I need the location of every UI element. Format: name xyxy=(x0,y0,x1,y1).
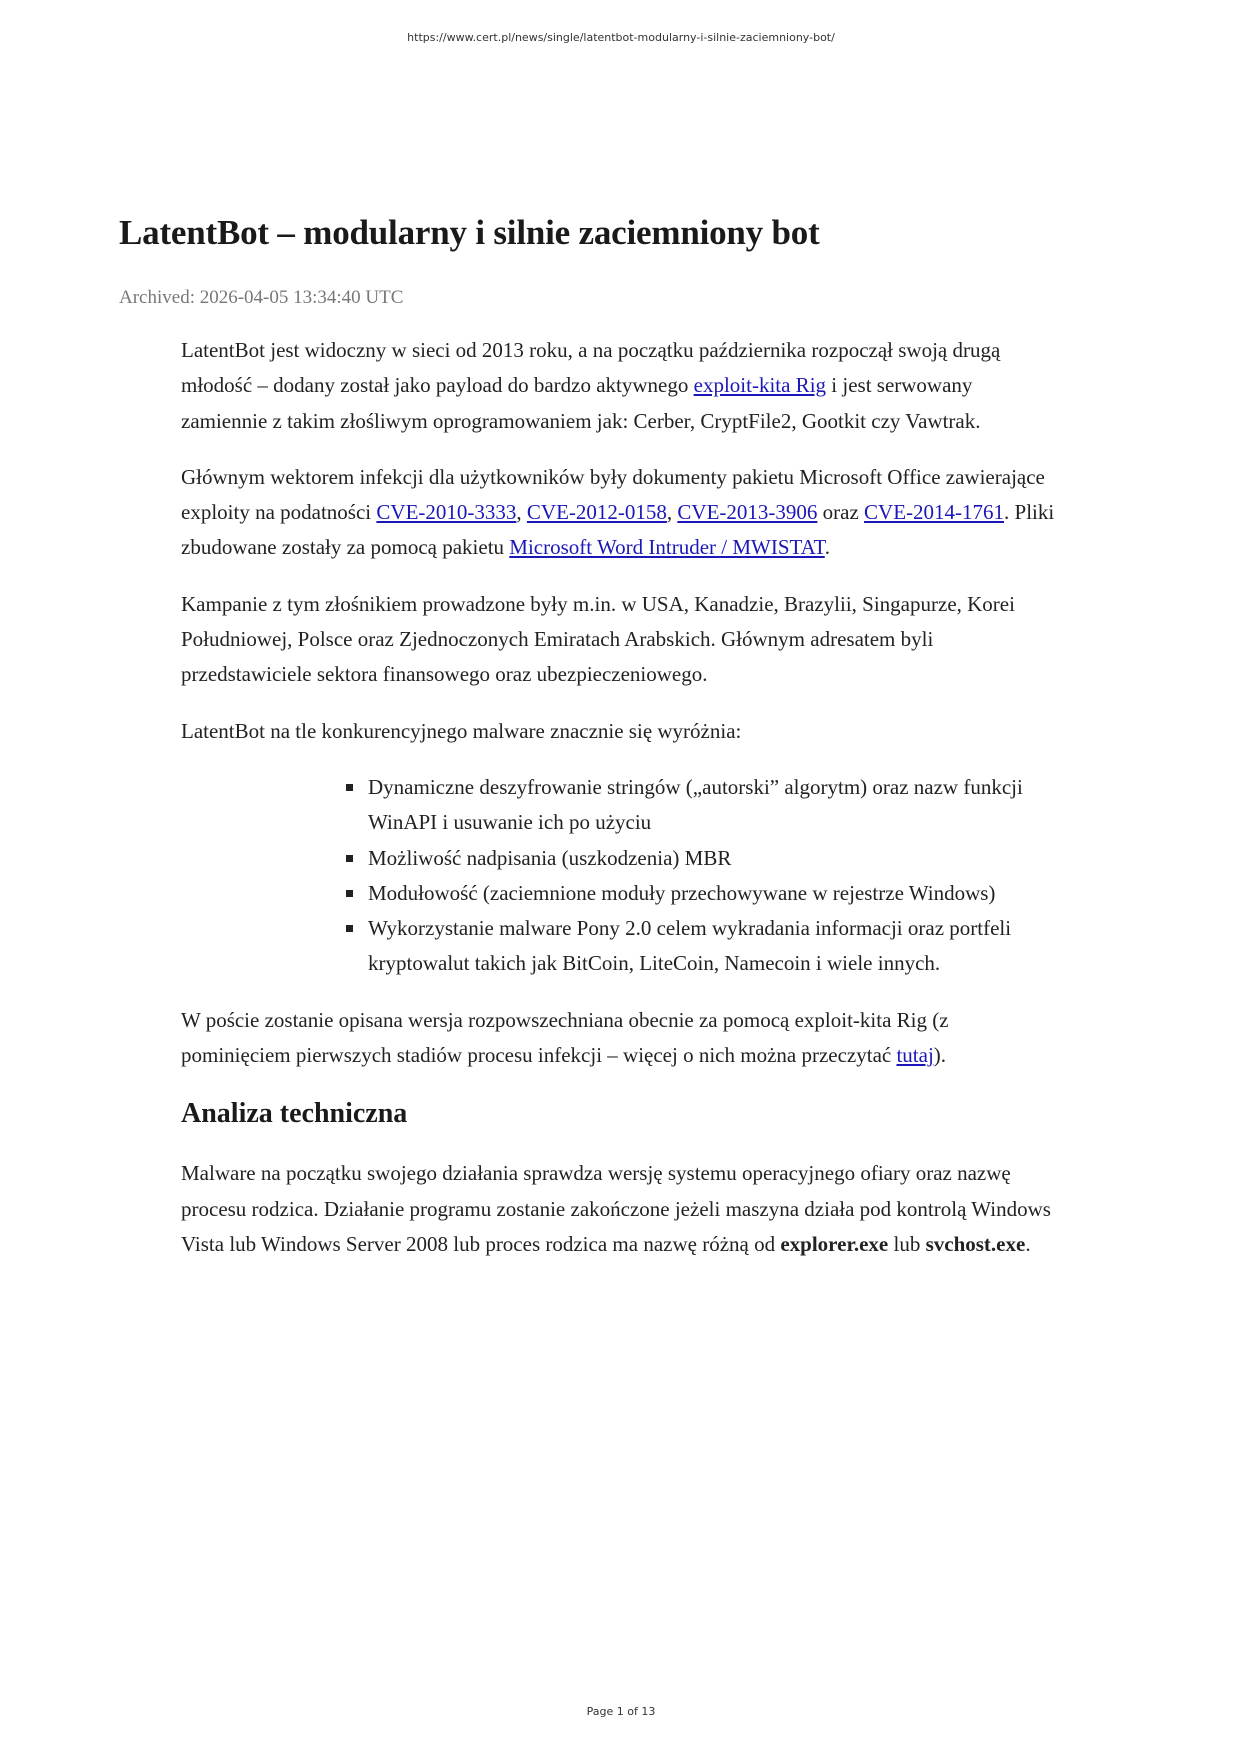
paragraph-infection-vector xyxy=(181,460,1061,566)
list-item xyxy=(368,876,1061,911)
bullet-square-icon xyxy=(346,784,353,791)
link-cve-2013-3906[interactable]: CVE-2013-3906 xyxy=(677,500,818,525)
article-body xyxy=(181,333,1061,1283)
paragraph-text: Malware na początku swojego działania sprawdza wersję systemu operacyjnego ofiary oraz nazwę procesu rodzica. Działanie programu zostanie zakończone jeżeli maszyna działa pod kontrolą Windows Vista lub Windows Server 2008 lub proces rodzica ma nazwę różną od xyxy=(181,1161,1051,1256)
bullet-square-icon xyxy=(346,925,353,932)
paragraph-text: . xyxy=(1025,1231,1031,1256)
article-title: LatentBot – modularny i silnie zaciemniony bot xyxy=(119,213,820,252)
list-item-text: Modułowość (zaciemnione moduły przechowywane w rejestrze Windows) xyxy=(368,880,996,905)
link-cve-2010-3333[interactable]: CVE-2010-3333 xyxy=(376,500,517,525)
paragraph-text: ). xyxy=(933,1043,947,1068)
paragraph-text: LatentBot jest widoczny w sieci od 2013 roku, a na początku października rozpoczął swoją drugą młodość – dodany został jako payload do bardzo aktywnego xyxy=(181,338,1001,398)
link-tutaj[interactable]: tutaj xyxy=(896,1043,934,1068)
page-number-footer: Page 1 of 13 xyxy=(586,1705,656,1718)
bullet-square-icon xyxy=(346,855,353,862)
page-url-header: https://www.cert.pl/news/single/latentbot-modularny-i-silnie-zaciemniony-bot/ xyxy=(407,31,835,44)
paragraph-text: i jest serwowany zamiennie z takim złośliwym oprogramowaniem jak: Cerber, CryptFile2, Gootkit czy Vawtrak. xyxy=(181,373,981,433)
separator-text: oraz xyxy=(817,500,865,525)
paragraph-intro xyxy=(181,333,1061,439)
list-item xyxy=(368,841,1061,876)
features-list xyxy=(181,770,1061,982)
paragraph-features-intro: LatentBot na tle konkurencyjnego malware znacznie się wyróżnia: xyxy=(181,718,742,743)
link-cve-2012-0158[interactable]: CVE-2012-0158 xyxy=(526,500,667,525)
list-item xyxy=(368,770,1061,841)
link-microsoft-word-intruder[interactable]: Microsoft Word Intruder / MWISTAT xyxy=(509,535,825,560)
paragraph-text: Głównym wektorem infekcji dla użytkowników były dokumenty pakietu Microsoft Office zawierające exploity na podatności xyxy=(181,464,1045,525)
link-exploit-kit-rig[interactable]: exploit-kita Rig xyxy=(693,373,827,398)
link-cve-2014-1761[interactable]: CVE-2014-1761 xyxy=(864,500,1005,525)
paragraph-technical xyxy=(181,1156,1061,1262)
paragraph-text: . xyxy=(824,535,831,560)
list-item-text: Dynamiczne deszyfrowanie stringów („autorski” algorytm) oraz nazw funkcji WinAPI i usuwanie ich po użyciu xyxy=(368,774,1023,835)
paragraph-post-scope xyxy=(181,1003,1061,1074)
archived-timestamp: Archived: 2026-04-05 13:34:40 UTC xyxy=(119,287,404,308)
list-item xyxy=(368,911,1061,982)
bullet-square-icon xyxy=(346,890,353,897)
paragraph-text: . Pliki zbudowane zostały za pomocą pakietu xyxy=(181,500,1055,560)
bold-explorer-exe: explorer.exe xyxy=(780,1231,889,1256)
paragraph-text: W poście zostanie opisana wersja rozpowszechniana obecnie za pomocą exploit-kita Rig (z pominięciem pierwszych stadiów procesu infekcji – więcej o nich można przeczytać xyxy=(181,1007,949,1068)
paragraph-campaigns: Kampanie z tym złośnikiem prowadzone były m.in. w USA, Kanadzie, Brazylii, Singapurze, Korei Południowej, Polsce oraz Zjednoczonych Emiratach Arabskich. Głównym adresatem byli przedstawiciele sektora finansowego oraz ubezpieczeniowego. xyxy=(181,591,1015,687)
bold-svchost-exe: svchost.exe xyxy=(925,1231,1026,1256)
separator-text: , xyxy=(666,500,678,525)
list-item-text: Wykorzystanie malware Pony 2.0 celem wykradania informacji oraz portfeli kryptowalut takich jak BitCoin, LiteCoin, Namecoin i wiele innych. xyxy=(368,916,1012,976)
separator-text: , xyxy=(516,500,527,525)
section-heading-technical-analysis: Analiza techniczna xyxy=(181,1098,408,1130)
list-item-text: Możliwość nadpisania (uszkodzenia) MBR xyxy=(368,845,732,870)
paragraph-text: lub xyxy=(888,1231,926,1256)
